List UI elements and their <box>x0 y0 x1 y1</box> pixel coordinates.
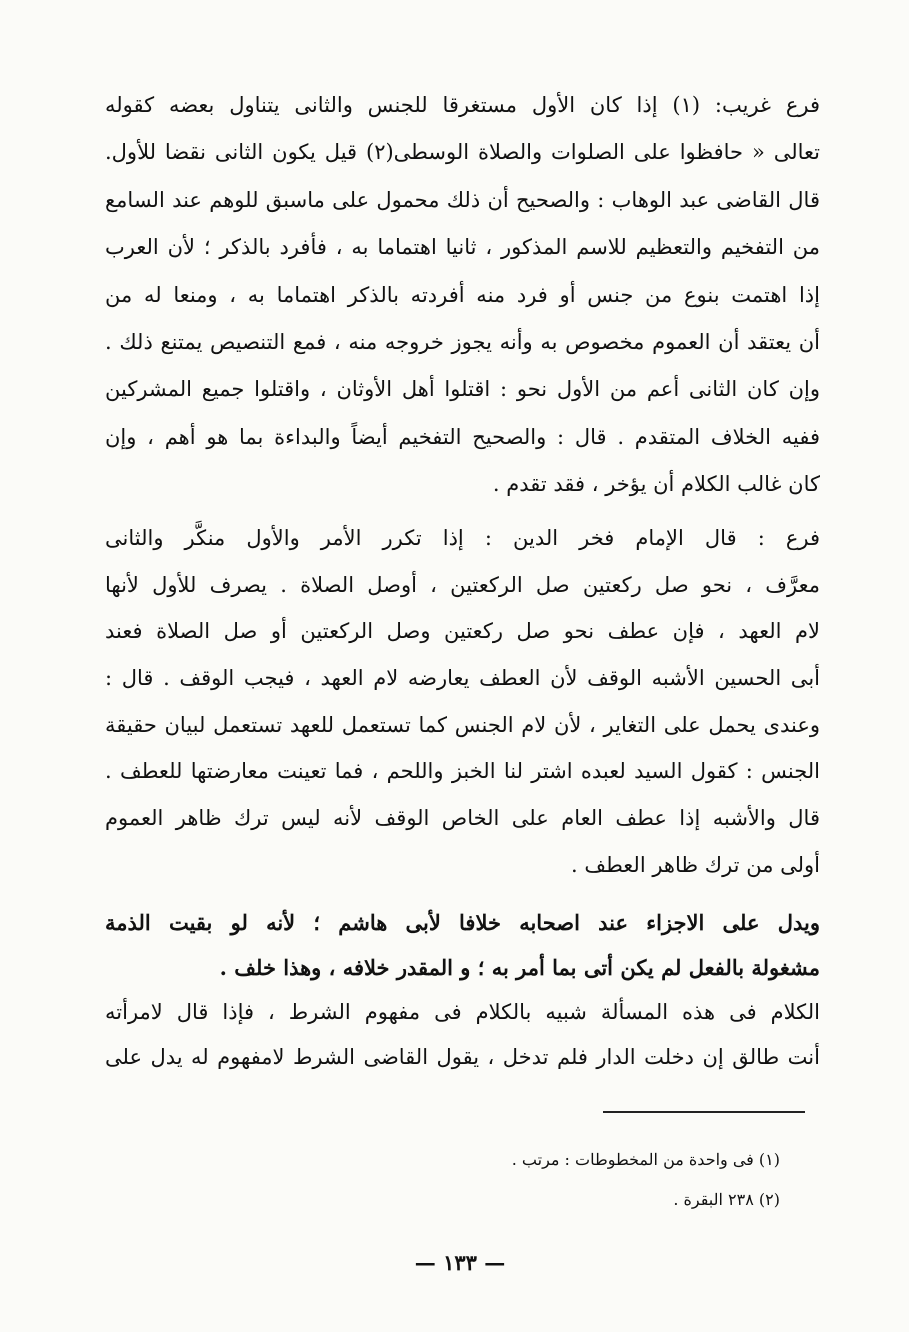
paragraph-bold-ijza <box>105 900 820 990</box>
text-line: فرع : قال الإمام فخر الدين : إذا تكرر الأمر والأول منكَّر والثانى <box>105 526 820 550</box>
text-line: إذا اهتمت بنوع من جنس أو فرد منه أفردته بالذكر اهتماما به ، ومنعا له من <box>105 282 820 307</box>
text-line: من التفخيم والتعظيم للاسم المذكور ، ثانيا اهتماما به ، فأفرد بالذكر ؛ لأن العرب <box>105 235 820 260</box>
text-line: تعالى « حافظوا على الصلوات والصلاة الوسطى(٢) قيل يكون الثانى نقضا للأول. <box>105 140 820 165</box>
text-line: أولى من ترك ظاهر العطف . <box>570 852 820 877</box>
text-line: وعندى يحمل على التغاير ، لأن لام الجنس كما تستعمل للعهد تستعمل لبيان حقيقة <box>105 712 820 737</box>
footnotes <box>400 1140 780 1220</box>
text-line: مشغولة بالفعل لم يكن أتى بما أمر به ؛ و المقدر خلافه ، وهذا خلف . <box>219 955 820 980</box>
paragraph-mafhum-al-shart <box>105 990 820 1080</box>
text-line: الكلام فى هذه المسألة شبيه بالكلام فى مفهوم الشرط ، فإذا قال لامرأته <box>105 1000 820 1024</box>
text-line: فرع غريب: (١) إذا كان الأول مستغرقا للجنس والثانى يتناول بعضه كقوله <box>105 93 820 117</box>
paragraph-far-gharib <box>105 82 820 509</box>
text-line: أن يعتقد أن العموم مخصوص به وأنه يجوز خروجه منه ، فمع التنصيص يمتنع ذلك . <box>105 329 820 354</box>
footnote-1: (١) فى واحدة من المخطوطات : مرتب . <box>511 1150 780 1169</box>
text-line: ويدل على الاجزاء عند اصحابه خلافا لأبى هاشم ؛ لأنه لو بقيت الذمة <box>105 910 820 935</box>
text-line: قال والأشبه إذا عطف العام على الخاص الوقف لأنه ليس ترك ظاهر العموم <box>105 806 820 831</box>
text-line: ففيه الخلاف المتقدم . قال : والصحيح التفخيم أيضاً والبداءة بما هو أهم ، وإن <box>105 424 820 449</box>
paragraph-far-fakhr-al-din <box>105 515 820 889</box>
text-line: أبى الحسين الأشبه الوقف لأن العطف يعارضه لام العهد ، فيجب الوقف . قال : <box>105 666 820 691</box>
text-line: قال القاضى عبد الوهاب : والصحيح أن ذلك محمول على ماسبق للوهم عند السامع <box>105 187 820 212</box>
text-line: كان غالب الكلام أن يؤخر ، فقد تقدم . <box>492 472 820 497</box>
text-line: معرَّف ، نحو صل ركعتين صل الركعتين ، أوصل الصلاة . يصرف للأول لأنها <box>105 572 820 597</box>
text-line: لام العهد ، فإن عطف نحو صل ركعتين وصل الركعتين أو صل الصلاة فعند <box>105 619 820 644</box>
footnote-divider <box>603 1111 805 1113</box>
text-line: وإن كان الثانى أعم من الأول نحو : اقتلوا أهل الأوثان ، واقتلوا جميع المشركين <box>105 377 820 402</box>
page-number: — ١٣٣ — <box>414 1250 506 1275</box>
text-line: أنت طالق إن دخلت الدار فلم تدخل ، يقول القاضى الشرط لامفهوم له يدل على <box>105 1045 820 1069</box>
text-line: الجنس : كقول السيد لعبده اشتر لنا الخبز واللحم ، فما تعينت معارضتها للعطف . <box>105 759 820 784</box>
footnote-2: (٢) ٢٣٨ البقرة . <box>673 1190 780 1209</box>
